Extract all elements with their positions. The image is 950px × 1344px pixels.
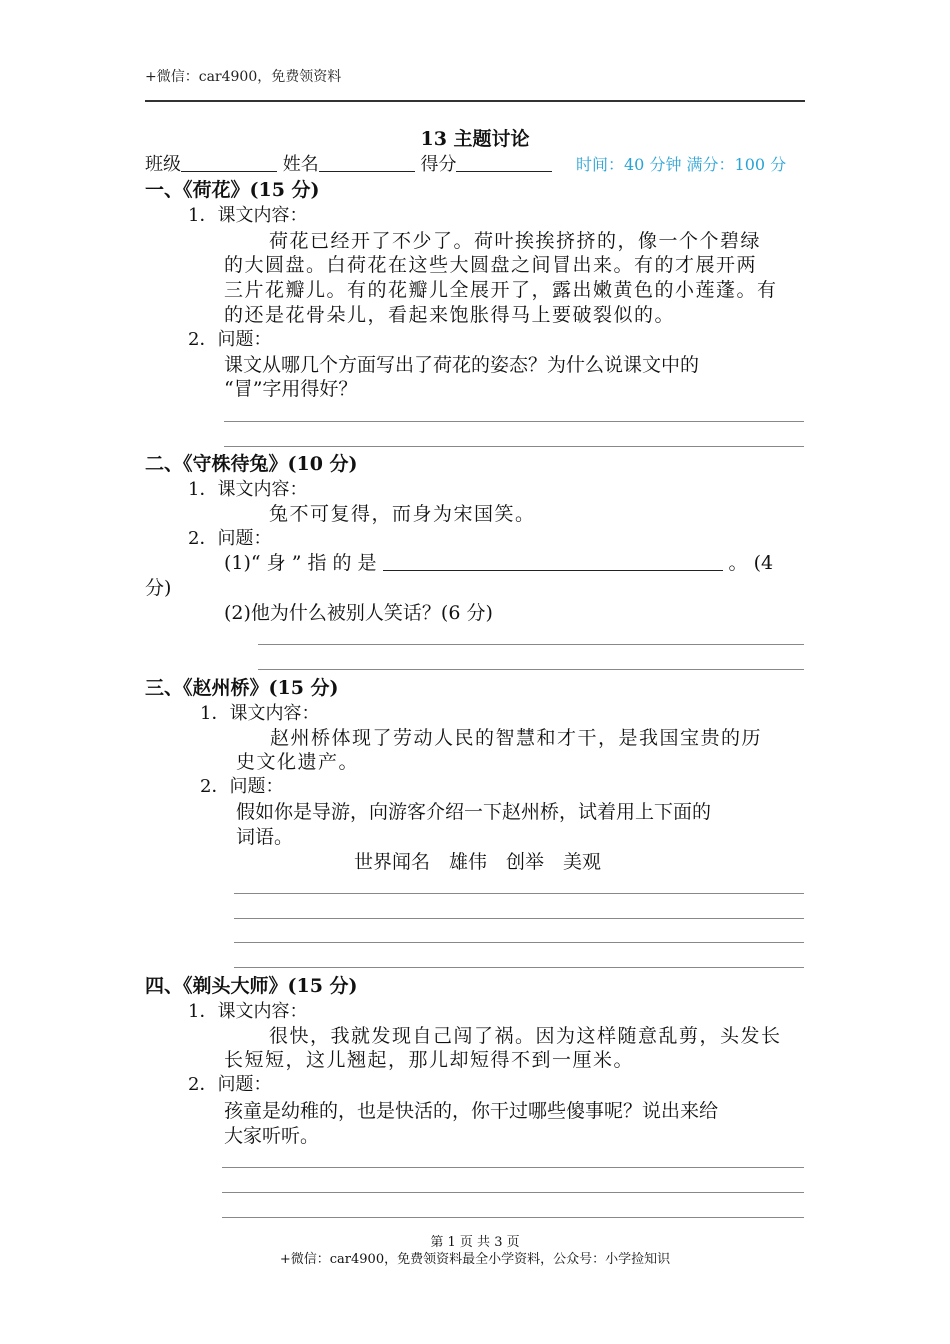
answer-line[interactable]: [258, 669, 804, 670]
score-blank[interactable]: [456, 153, 552, 172]
section-1-passage-line: 荷花已经开了不少了。荷叶挨挨挤挤的，像一个个碧绿: [269, 230, 762, 252]
answer-line[interactable]: [234, 893, 804, 894]
answer-line[interactable]: [222, 1192, 804, 1193]
section-1-question-label: 2．问题：: [188, 329, 272, 350]
section-4-passage-line: 长短短，这儿翘起，那儿却短得不到一厘米。: [224, 1049, 635, 1071]
q1-suffix: 。 (4: [728, 552, 774, 574]
answer-line[interactable]: [222, 1217, 804, 1218]
section-3-passage-line: 赵州桥体现了劳动人民的智慧和才干，是我国宝贵的历: [270, 727, 763, 749]
answer-line[interactable]: [234, 942, 804, 943]
section-1-question-line: 课文从哪几个方面写出了荷花的姿态？为什么说课文中的: [224, 354, 700, 376]
section-3-question-line: 假如你是导游，向游客介绍一下赵州桥，试着用上下面的: [236, 801, 712, 823]
page-number: 第 1 页 共 3 页: [430, 1235, 520, 1250]
section-4-heading: 四、《剃头大师》(15 分): [145, 975, 358, 997]
q1-answer-blank[interactable]: [383, 552, 723, 571]
section-1-passage-line: 三片花瓣儿。有的花瓣儿全展开了，露出嫩黄色的小莲蓬。有: [224, 279, 778, 301]
section-4-content-label: 1．课文内容：: [188, 1001, 308, 1022]
info-row: [145, 150, 552, 176]
section-3-heading: 三、《赵州桥》(15 分): [145, 677, 339, 699]
section-1-heading: 一、《荷花》(15 分): [145, 179, 320, 201]
section-2-question-label: 2．问题：: [188, 528, 272, 549]
time-score: 时间：40 分钟 满分：100 分: [576, 155, 787, 174]
answer-line[interactable]: [224, 421, 804, 422]
class-label: 班级: [145, 154, 181, 175]
section-1-passage-line: 的还是花骨朵儿，看起来饱胀得马上要破裂似的。: [224, 304, 676, 326]
section-2-q1: [224, 548, 773, 575]
score-label: 得分: [420, 154, 457, 175]
section-2-passage-line: 兔不可复得，而身为宋国笑。: [269, 503, 536, 525]
section-3-content-label: 1．课文内容：: [200, 703, 320, 724]
name-label: 姓名: [282, 154, 319, 175]
section-3-passage-line: 史文化遗产。: [236, 751, 360, 773]
section-1-question-line: “冒”字用得好？: [224, 378, 358, 400]
header-text: +微信：car4900，免费领资料: [145, 69, 342, 85]
footer-wechat: +微信：car4900，免费领资料最全小学资料，公众号：小学捡知识: [279, 1252, 671, 1267]
section-4-question-label: 2．问题：: [188, 1074, 272, 1095]
section-2-q2: (2)他为什么被别人笑话？(6 分): [224, 602, 493, 624]
section-3-word-list: 世界闻名 雄伟 创举 美观: [354, 851, 602, 873]
class-blank[interactable]: [181, 153, 277, 172]
answer-line[interactable]: [234, 918, 804, 919]
section-1-passage-line: 的大圆盘。白荷花在这些大圆盘之间冒出来。有的才展开两: [224, 254, 758, 276]
section-3-question-line: 词语。: [236, 826, 294, 848]
answer-line[interactable]: [224, 446, 804, 447]
q1-prefix: (1)“ 身 ” 指 的 是: [224, 552, 377, 574]
section-4-question-line: 大家听听。: [224, 1125, 320, 1147]
section-2-q1-wrap: 分): [145, 577, 172, 599]
section-1-content-label: 1．课文内容：: [188, 205, 308, 226]
section-2-heading: 二、《守株待兔》(10 分): [145, 453, 358, 475]
header-rule: [145, 100, 805, 102]
section-4-passage-line: 很快，我就发现自己闯了祸。因为这样随意乱剪，头发长: [269, 1025, 782, 1047]
section-4-question-line: 孩童是幼稚的，也是快活的，你干过哪些傻事呢？说出来给: [224, 1100, 719, 1122]
answer-line[interactable]: [258, 644, 804, 645]
name-blank[interactable]: [319, 153, 415, 172]
page-title: 13 主题讨论: [420, 128, 530, 150]
section-3-question-label: 2．问题：: [200, 776, 284, 797]
answer-line[interactable]: [222, 1167, 804, 1168]
section-2-content-label: 1．课文内容：: [188, 479, 308, 500]
answer-line[interactable]: [234, 967, 804, 968]
